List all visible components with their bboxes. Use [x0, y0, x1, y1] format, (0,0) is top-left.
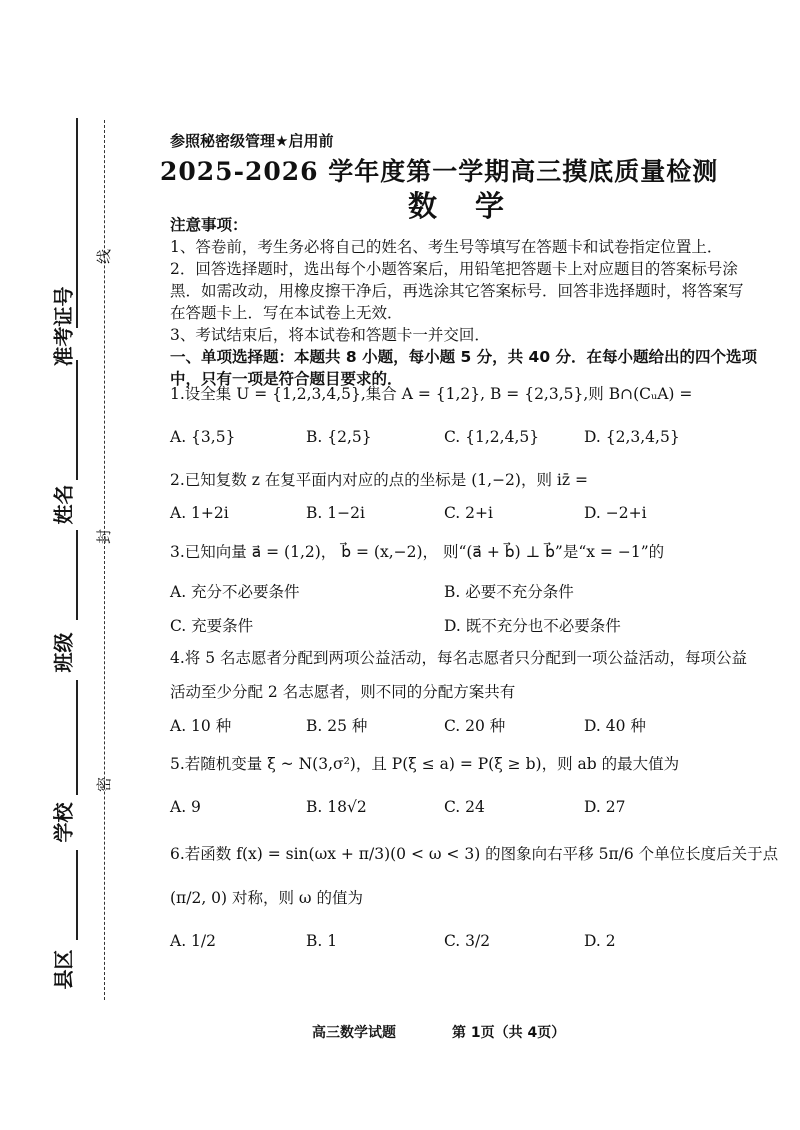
q3-option-d: D. 既不充分也不必要条件 — [444, 617, 621, 635]
q2-option-c: C. 2+i — [444, 504, 493, 522]
q2-option-d: D. −2+i — [584, 504, 647, 522]
district-label: 县区 — [51, 949, 76, 990]
question-3-stem: 3.已知向量 a⃗ = (1,2)， b⃗ = (x,−2)， 则“(a⃗ + b⃗) ⊥ b⃗”是“x = −1”的 — [170, 543, 665, 561]
q3-option-c: C. 充要条件 — [170, 617, 254, 635]
q4-option-d: D. 40 种 — [584, 717, 646, 735]
section-heading-cont: 中，只有一项是符合题目要求的． — [170, 370, 403, 388]
q4-option-b: B. 25 种 — [306, 717, 368, 735]
q4-option-a: A. 10 种 — [170, 717, 232, 735]
q6-option-b: B. 1 — [306, 932, 338, 950]
q1-option-c: C. {1,2,4,5} — [444, 428, 540, 446]
question-4-stem: 4.将 5 名志愿者分配到两项公益活动，每名志愿者只分配到一项公益活动，每项公益 — [170, 649, 748, 667]
notice-line: 1、答卷前，考生务必将自己的姓名、考生号等填写在答题卡和试卷指定位置上． — [170, 238, 723, 256]
question-5-stem: 5.若随机变量 ξ ~ N(3,σ²)，且 P(ξ ≤ a) = P(ξ ≥ b)，则 ab 的最大值为 — [170, 755, 680, 773]
q1-option-a: A. {3,5} — [170, 428, 236, 446]
q6-option-c: C. 3/2 — [444, 932, 491, 950]
q3-option-b: B. 必要不充分条件 — [444, 583, 574, 601]
notice-line: 黑．如需改动，用橡皮擦干净后，再选涂其它答案标号．回答非选择题时，将答案写 — [170, 282, 744, 300]
name-underline — [76, 360, 78, 480]
exam-number-underline — [76, 118, 78, 328]
footer-page-number: 第 1页（共 4页） — [452, 1025, 566, 1041]
q2-option-b: B. 1−2i — [306, 504, 365, 522]
notice-heading: 注意事项： — [170, 216, 248, 234]
q1-option-d: D. {2,3,4,5} — [584, 428, 680, 446]
exam-title: 2025-2026 学年度第一学期高三摸底质量检测 — [160, 157, 719, 186]
seal-char-seal: 封 — [95, 528, 114, 545]
subject-title: 数学 — [408, 189, 543, 223]
q5-option-d: D. 27 — [584, 798, 626, 816]
q6-option-a: A. 1/2 — [170, 932, 216, 950]
seal-char-line: 线 — [95, 248, 114, 265]
q5-option-c: C. 24 — [444, 798, 485, 816]
question-1-stem: 1.设全集 U = {1,2,3,4,5},集合 A = {1,2}, B = {2,3,5},则 B∩(CᵤA) = — [170, 385, 693, 403]
notice-line: 3、考试结束后，将本试卷和答题卡一并交回． — [170, 326, 490, 344]
name-label: 姓名 — [51, 484, 76, 525]
school-underline — [76, 680, 78, 795]
q6-option-d: D. 2 — [584, 932, 616, 950]
q2-option-a: A. 1+2i — [170, 504, 229, 522]
q3-option-a: A. 充分不必要条件 — [170, 583, 300, 601]
confidential-mark: 参照秘密级管理★启用前 — [170, 132, 334, 150]
exam-number-label: 准考证号 — [51, 286, 76, 367]
district-underline — [76, 850, 78, 940]
question-6-stem: 6.若函数 f(x) = sin(ωx + π/3)(0 < ω < 3) 的图象向右平移 5π/6 个单位长度后关于点 — [170, 845, 779, 863]
question-6-stem-cont: (π/2, 0) 对称，则 ω 的值为 — [170, 889, 364, 907]
q5-option-a: A. 9 — [170, 798, 201, 816]
seal-char-secret: 密 — [95, 776, 114, 793]
school-label: 学校 — [51, 802, 76, 843]
question-2-stem: 2.已知复数 z 在复平面内对应的点的坐标是 (1,−2)，则 iz̄ = — [170, 471, 588, 489]
footer-exam-name: 高三数学试题 — [312, 1025, 396, 1041]
class-underline — [76, 530, 78, 620]
q1-option-b: B. {2,5} — [306, 428, 372, 446]
q4-option-c: C. 20 种 — [444, 717, 506, 735]
notice-line: 2．回答选择题时，选出每个小题答案后，用铅笔把答题卡上对应题目的答案标号涂 — [170, 260, 738, 278]
question-4-stem-cont: 活动至少分配 2 名志愿者，则不同的分配方案共有 — [170, 683, 516, 701]
q5-option-b: B. 18√2 — [306, 798, 367, 816]
notice-line: 在答题卡上．写在本试卷上无效． — [170, 304, 403, 322]
section-heading: 一、单项选择题：本题共 8 小题，每小题 5 分，共 40 分．在每小题给出的四个选项 — [170, 348, 758, 366]
class-label: 班级 — [51, 632, 76, 673]
